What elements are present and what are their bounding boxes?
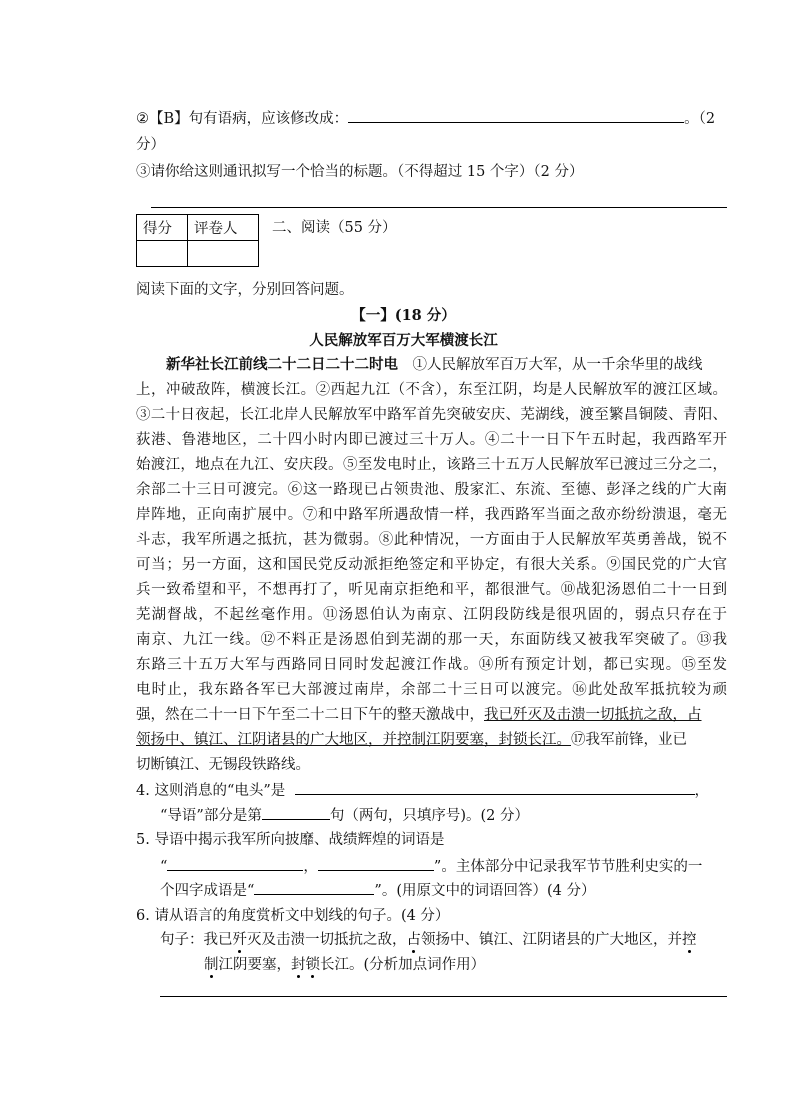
underlined-sentence: 我已歼灭及击溃一切抵抗之敌，占 [484, 707, 702, 723]
dotted-word: 制 [204, 957, 219, 973]
article-line: 东路三十五万大军与西路同日同时发起渡江作战。⑭所有预定计划，都已实现。⑮至发 [136, 657, 727, 673]
question-2 [136, 108, 715, 129]
dotted-word: 锁 [305, 957, 320, 973]
article-line: 可当；另一方面，这和国民党反动派拒绝签定和平协定，有很大关系。⑨国民党的广大官 [136, 557, 727, 573]
answer-blank-q2[interactable] [348, 108, 684, 123]
article-line: 上，冲破敌阵，横渡长江。②西起九江（不含），东至江阴，均是人民解放军的渡江区域。 [136, 382, 727, 398]
question-4-line-1: 4. 这则消息的“电头”是 ， [136, 780, 709, 801]
dotted-word: 占 [406, 932, 421, 948]
dotted-word: 控 [682, 932, 697, 948]
article-line: 荻港、鲁港地区，二十四小时内即已渡过三十万人。④二十一日下午五时起，我西路军开 [136, 432, 727, 448]
article-line-15: 强，然在二十一日下午至二十二日下午的整天激战中，我已歼灭及击溃一切抵抗之敌，占 [136, 707, 702, 723]
question-5-line-3: 个四字成语是“ ”。(用原文中的词语回答）(4 分） [160, 880, 595, 901]
part-heading: 【一】(18 分） [351, 307, 456, 324]
question-4-line-2: “导语”部分是第 句（两句，只填序号)。(2 分） [160, 805, 529, 826]
underlined-sentence: 领扬中、镇江、江阴诸县的广大地区，并控制江阴要塞，封锁长江。 [136, 732, 571, 748]
article-line: 余部二十三日可渡完。⑥这一路现已占领贵池、殷家汇、东流、至德、彭泽之线的广大南 [136, 482, 727, 498]
answer-blank-q4-dianto[interactable] [295, 780, 695, 795]
answer-blank-q4-daoyu[interactable] [262, 805, 330, 820]
question-6-sentence: 句子：我已歼灭及击溃一切抵抗之敌，占领扬中、镇江、江阴诸县的广大地区，并控 [160, 932, 697, 948]
article-line: ③二十日夜起，长江北岸人民解放军中路军首先突破安庆、芜湖线，渡至繁昌铜陵、青阳、 [136, 407, 727, 423]
answer-line-q3[interactable] [151, 207, 727, 208]
question-2-score-cont: 分） [136, 137, 165, 153]
dotted-word: 封 [291, 957, 306, 973]
article-line: 兵一致希望和平，不想再打了，听见南京拒绝和平，都很泄气。⑩战犯汤恩伯二十一日到 [136, 582, 727, 598]
question-6-sentence-cont: 制江阴要塞，封锁长江。(分析加点词作用） [204, 957, 486, 973]
article-line: 电时止，我东路各军已大部渡过南岸，余部二十三日可以渡完。⑯此处敌军抵抗较为顽 [136, 682, 727, 698]
article-line-1: 新华社长江前线二十二日二十二时电 ①人民解放军百万大军，从一千余华里的战线 [166, 356, 703, 373]
question-5-line-2: “ ， ”。主体部分中记录我军节节胜利史实的一 [160, 856, 702, 877]
question-2-score: 。（2 [684, 111, 716, 127]
question-6-line-1: 6. 请从语言的角度赏析文中划线的句子。(4 分） [136, 908, 450, 924]
question-2-prompt: ②【B】句有语病，应该修改成： [136, 111, 349, 127]
answer-blank-q5-word1[interactable] [167, 856, 303, 871]
article-line: 芜湖督战，不起丝毫作用。⑪汤恩伯认为南京、江阴段防线是很巩固的，弱点只存在于 [136, 607, 727, 623]
article-line: 南京、九江一线。⑫不料正是汤恩伯到芜湖的那一天，东面防线又被我军突破了。⑬我 [136, 632, 727, 648]
article-line: 岸阵地，正向南扩展中。⑦和中路军所遇敌情一样，我西路军当面之敌亦纷纷溃退，毫无 [136, 507, 727, 523]
article-line: 始渡江，地点在九江、安庆段。⑤至发电时止，该路三十五万人民解放军已渡过三分之二， [136, 457, 727, 473]
score-header: 得分 [137, 215, 188, 241]
grader-cell[interactable] [188, 241, 259, 267]
grader-header: 评卷人 [188, 215, 259, 241]
article-line: 斗志，我军所遇之抵抗，甚为微弱。⑧此种情况，一方面由于人民解放军英勇善战，锐不 [136, 532, 727, 548]
section-title: 二、阅读（55 分） [272, 220, 397, 236]
article-line-17: 切断镇江、无锡段铁路线。 [136, 757, 310, 773]
answer-blank-q5-idiom[interactable] [254, 880, 374, 895]
article-title: 人民解放军百万大军横渡长江 [309, 332, 498, 349]
question-3: ③请你给这则通讯拟写一个恰当的标题。（不得超过 15 个字）（2 分） [136, 164, 584, 180]
score-table [136, 214, 259, 267]
dotted-word: 歼 [232, 932, 247, 948]
article-line-16: 领扬中、镇江、江阴诸县的广大地区，并控制江阴要塞，封锁长江。⑰我军前锋，业已 [136, 732, 687, 748]
article-dateline: 新华社长江前线二十二日二十二时电 [166, 356, 398, 373]
answer-blank-q5-word2[interactable] [318, 856, 434, 871]
answer-line-q6[interactable] [160, 996, 727, 997]
score-cell[interactable] [137, 241, 188, 267]
reading-instruction: 阅读下面的文字，分别回答问题。 [136, 282, 354, 298]
question-5-line-1: 5. 导语中揭示我军所向披靡、战绩辉煌的词语是 [136, 832, 445, 848]
